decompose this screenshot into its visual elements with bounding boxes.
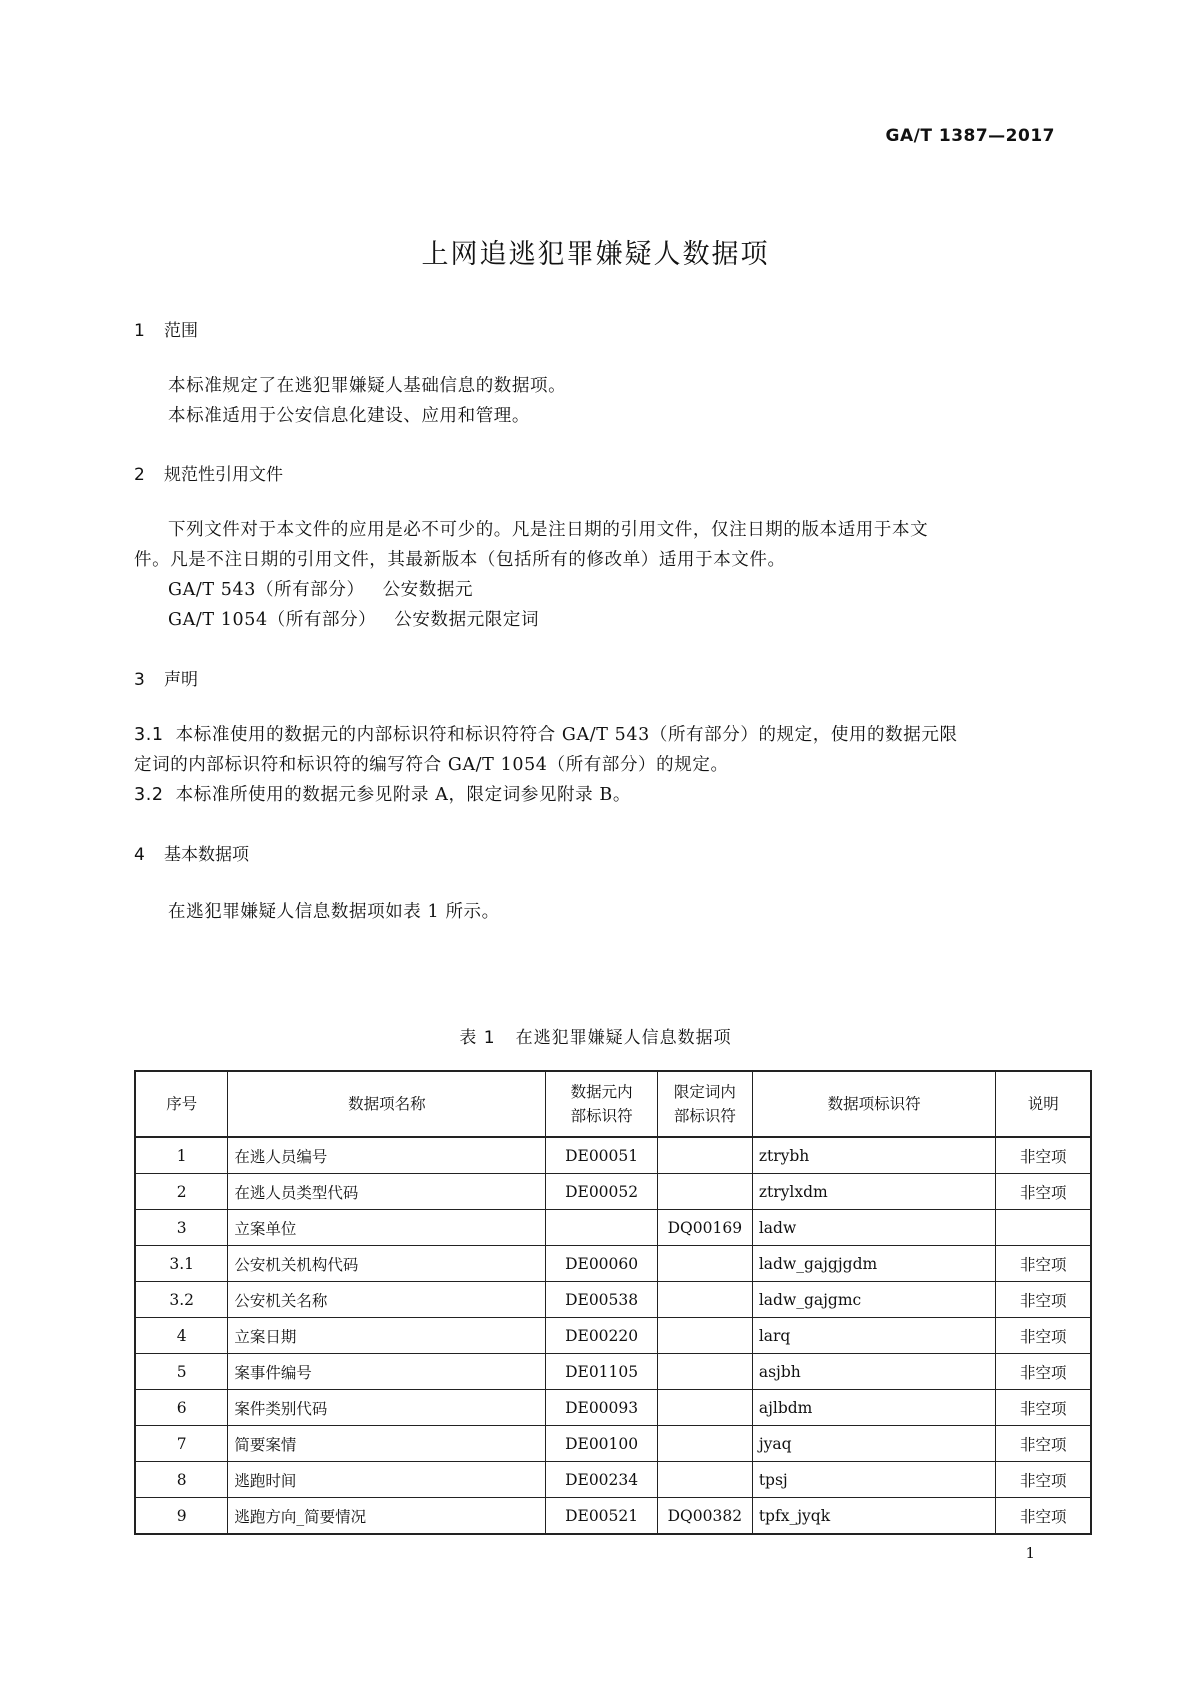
clause-text: 本标准使用的数据元的内部标识符和标识符符合 GA/T 543（所有部分）的规定，使用的数据元限 <box>175 725 958 745</box>
table-caption <box>0 1023 1191 1048</box>
section-number: 3 <box>134 670 145 690</box>
document-number: GA/T 1387—2017 <box>885 126 1055 146</box>
cell-de: DE00100 <box>546 1426 657 1462</box>
clause-3-2 <box>134 781 631 806</box>
cell-dq: DQ00169 <box>657 1210 752 1246</box>
cell-name: 在逃人员编号 <box>228 1137 546 1174</box>
cell-de: DE00538 <box>546 1282 657 1318</box>
cell-seq: 4 <box>135 1318 228 1354</box>
section-3-heading <box>134 665 198 690</box>
section-title: 基本数据项 <box>164 845 249 865</box>
cell-ident: ladw_gajgmc <box>752 1282 996 1318</box>
reference-code: GA/T 1054（所有部分） <box>168 610 377 630</box>
section-2-heading <box>134 460 283 485</box>
table-row <box>135 1354 1091 1390</box>
cell-note: 非空项 <box>996 1354 1091 1390</box>
cell-ident: tpsj <box>752 1462 996 1498</box>
cell-name: 公安机关名称 <box>228 1282 546 1318</box>
cell-de: DE00051 <box>546 1137 657 1174</box>
header-de <box>546 1071 657 1137</box>
reference-code: GA/T 543（所有部分） <box>168 580 365 600</box>
cell-dq <box>657 1462 752 1498</box>
cell-ident: ladw <box>752 1210 996 1246</box>
clause-number: 3.1 <box>134 725 164 745</box>
data-items-table <box>134 1070 1092 1535</box>
cell-note: 非空项 <box>996 1246 1091 1282</box>
clause-text: 本标准所使用的数据元参见附录 A，限定词参见附录 B。 <box>175 785 631 805</box>
header-ident: 数据项标识符 <box>752 1071 996 1137</box>
table-row <box>135 1174 1091 1210</box>
cell-seq: 3 <box>135 1210 228 1246</box>
cell-de: DE00093 <box>546 1390 657 1426</box>
cell-ident: ladw_gajgjgdm <box>752 1246 996 1282</box>
cell-note <box>996 1210 1091 1246</box>
cell-ident: ajlbdm <box>752 1390 996 1426</box>
cell-dq <box>657 1354 752 1390</box>
cell-dq <box>657 1137 752 1174</box>
cell-note: 非空项 <box>996 1174 1091 1210</box>
cell-note: 非空项 <box>996 1390 1091 1426</box>
cell-name: 逃跑方向_简要情况 <box>228 1498 546 1535</box>
cell-name: 公安机关机构代码 <box>228 1246 546 1282</box>
cell-seq: 5 <box>135 1354 228 1390</box>
cell-dq <box>657 1426 752 1462</box>
paragraph: 定词的内部标识符和标识符的编写符合 GA/T 1054（所有部分）的规定。 <box>134 755 729 775</box>
section-number: 1 <box>134 321 145 341</box>
header-dq-line1: 限定词内 <box>673 1083 736 1101</box>
cell-name: 立案日期 <box>228 1318 546 1354</box>
cell-ident: tpfx_jyqk <box>752 1498 996 1535</box>
cell-note: 非空项 <box>996 1426 1091 1462</box>
table-row <box>135 1246 1091 1282</box>
table-row <box>135 1210 1091 1246</box>
section-4-heading <box>134 840 249 865</box>
cell-note: 非空项 <box>996 1462 1091 1498</box>
table-row <box>135 1282 1091 1318</box>
header-dq-line2: 部标识符 <box>673 1107 736 1125</box>
section-number: 4 <box>134 845 145 865</box>
cell-seq: 9 <box>135 1498 228 1535</box>
cell-name: 简要案情 <box>228 1426 546 1462</box>
cell-name: 立案单位 <box>228 1210 546 1246</box>
section-title: 范围 <box>164 321 198 341</box>
cell-de <box>546 1210 657 1246</box>
cell-de: DE00220 <box>546 1318 657 1354</box>
cell-seq: 7 <box>135 1426 228 1462</box>
cell-name: 在逃人员类型代码 <box>228 1174 546 1210</box>
reference-name: 公安数据元 <box>382 580 474 600</box>
cell-ident: asjbh <box>752 1354 996 1390</box>
cell-de: DE00052 <box>546 1174 657 1210</box>
table-caption-number: 表 1 <box>459 1028 496 1048</box>
cell-dq <box>657 1246 752 1282</box>
cell-name: 逃跑时间 <box>228 1462 546 1498</box>
header-note: 说明 <box>996 1071 1091 1137</box>
cell-de: DE01105 <box>546 1354 657 1390</box>
cell-ident: larq <box>752 1318 996 1354</box>
table-row <box>135 1462 1091 1498</box>
paragraph: 下列文件对于本文件的应用是必不可少的。凡是注日期的引用文件，仅注日期的版本适用于本文 <box>168 520 929 540</box>
table-row <box>135 1426 1091 1462</box>
reference-name: 公安数据元限定词 <box>394 610 540 630</box>
cell-name: 案件类别代码 <box>228 1390 546 1426</box>
reference-item <box>168 606 539 631</box>
table-row <box>135 1390 1091 1426</box>
cell-seq: 8 <box>135 1462 228 1498</box>
paragraph: 件。凡是不注日期的引用文件，其最新版本（包括所有的修改单）适用于本文件。 <box>134 550 786 570</box>
clause-number: 3.2 <box>134 785 164 805</box>
section-title: 规范性引用文件 <box>164 465 283 485</box>
cell-ident: jyaq <box>752 1426 996 1462</box>
header-dq <box>657 1071 752 1137</box>
cell-de: DE00521 <box>546 1498 657 1535</box>
header-de-line2: 部标识符 <box>570 1107 633 1125</box>
header-seq: 序号 <box>135 1071 228 1137</box>
section-title: 声明 <box>164 670 198 690</box>
paragraph: 本标准适用于公安信息化建设、应用和管理。 <box>168 406 530 426</box>
cell-de: DE00234 <box>546 1462 657 1498</box>
table-row <box>135 1498 1091 1535</box>
table-row <box>135 1318 1091 1354</box>
section-1-heading <box>134 316 198 341</box>
cell-note: 非空项 <box>996 1137 1091 1174</box>
cell-seq: 2 <box>135 1174 228 1210</box>
paragraph: 本标准规定了在逃犯罪嫌疑人基础信息的数据项。 <box>168 376 567 396</box>
table-caption-text: 在逃犯罪嫌疑人信息数据项 <box>515 1028 732 1048</box>
cell-ident: ztrylxdm <box>752 1174 996 1210</box>
cell-note: 非空项 <box>996 1498 1091 1535</box>
cell-note: 非空项 <box>996 1282 1091 1318</box>
cell-seq: 6 <box>135 1390 228 1426</box>
page-title: 上网追逃犯罪嫌疑人数据项 <box>421 239 770 270</box>
cell-dq <box>657 1174 752 1210</box>
cell-seq: 1 <box>135 1137 228 1174</box>
table-row <box>135 1137 1091 1174</box>
paragraph: 在逃犯罪嫌疑人信息数据项如表 1 所示。 <box>168 902 500 922</box>
header-de-line1: 数据元内 <box>570 1083 633 1101</box>
cell-ident: ztrybh <box>752 1137 996 1174</box>
table-header-row <box>135 1071 1091 1137</box>
reference-item <box>168 576 473 601</box>
section-number: 2 <box>134 465 145 485</box>
cell-de: DE00060 <box>546 1246 657 1282</box>
clause-3-1 <box>134 721 958 746</box>
cell-name: 案事件编号 <box>228 1354 546 1390</box>
cell-dq <box>657 1390 752 1426</box>
page-number: 1 <box>1025 1544 1035 1562</box>
cell-dq <box>657 1282 752 1318</box>
cell-dq: DQ00382 <box>657 1498 752 1535</box>
cell-seq: 3.1 <box>135 1246 228 1282</box>
cell-seq: 3.2 <box>135 1282 228 1318</box>
cell-dq <box>657 1318 752 1354</box>
cell-note: 非空项 <box>996 1318 1091 1354</box>
header-name: 数据项名称 <box>228 1071 546 1137</box>
